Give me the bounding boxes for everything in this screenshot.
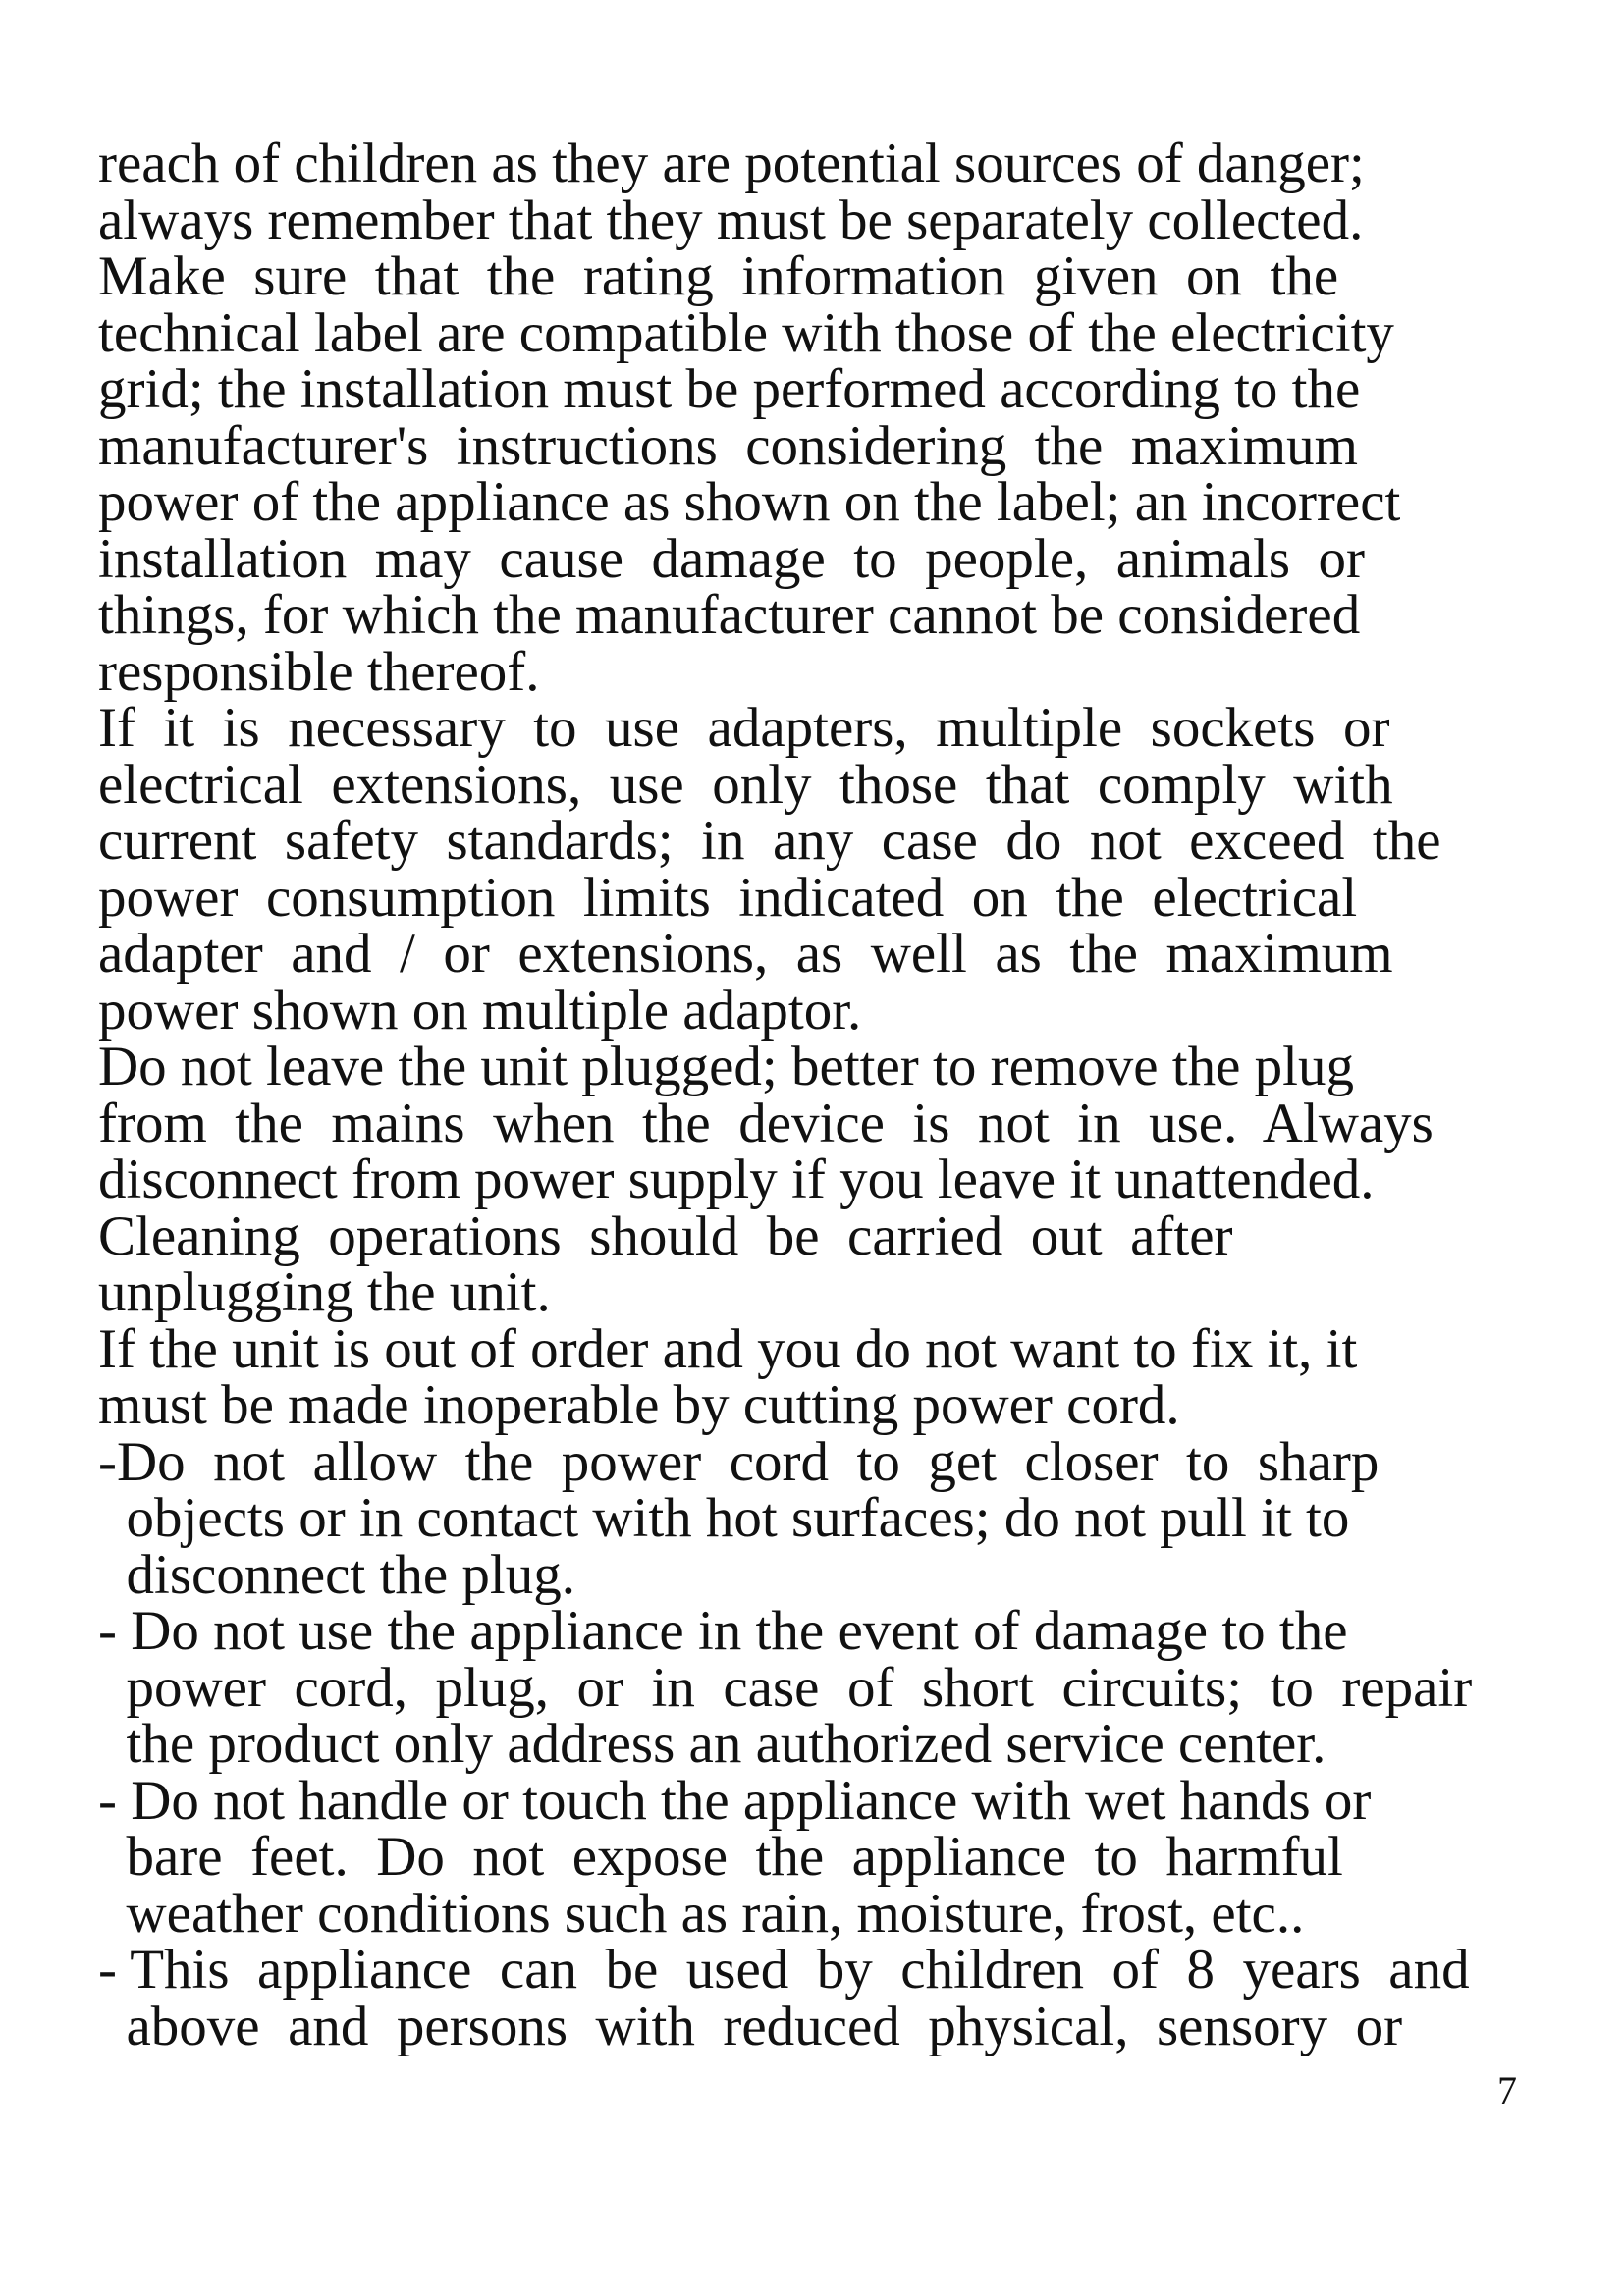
text-line: bare feet. Do not expose the appliance to harmful [98,1826,1343,1888]
text-line: responsible thereof. [98,640,540,703]
text-line: - Do not handle or touch the appliance with wet hands or [98,1769,1372,1832]
text-line: power consumption limits indicated on the electrical [98,866,1358,929]
text-line: installation may cause damage to people, animals or [98,527,1366,590]
text-line: power shown on multiple adaptor. [98,979,862,1041]
text-line: electrical extensions, use only those that comply with [98,753,1393,816]
text-line: disconnect the plug. [98,1543,575,1606]
text-line: the product only address an authorized service center. [98,1713,1326,1775]
text-line: Make sure that the rating information given on the [98,245,1339,307]
text-line: power of the appliance as shown on the label; an incorrect [98,471,1401,533]
text-line: power cord, plug, or in case of short circuits; to repair [98,1656,1473,1719]
text-line: Cleaning operations should be carried out after [98,1204,1233,1267]
text-line: disconnect from power supply if you leave it unattended. [98,1148,1375,1210]
text-line: If it is necessary to use adapters, multiple sockets or [98,697,1390,759]
text-line: adapter and / or extensions, as well as the maximum [98,923,1393,985]
text-line: current safety standards; in any case do not exceed the [98,810,1441,872]
text-line: technical label are compatible with those of the electricity [98,301,1394,364]
text-line: - This appliance can be used by children of 8 years and [98,1939,1470,2001]
text-line: - Do not use the appliance in the event of damage to the [98,1600,1348,1662]
text-line: unplugging the unit. [98,1261,551,1323]
text-line: -Do not allow the power cord to get closer to sharp [98,1430,1380,1493]
body-text [98,135,1571,2055]
text-line: objects or in contact with hot surfaces; do not pull it to [98,1487,1350,1549]
text-line: weather conditions such as rain, moisture, frost, etc.. [98,1882,1305,1945]
text-line: must be made inoperable by cutting power cord. [98,1374,1180,1436]
text-line: above and persons with reduced physical, sensory or [98,1995,1403,2057]
text-line: reach of children as they are potential sources of danger; [98,133,1365,194]
text-line: from the mains when the device is not in use. Always [98,1092,1434,1154]
page-number: 7 [1497,2068,1517,2112]
text-line: manufacturer's instructions considering the maximum [98,414,1358,477]
text-line: things, for which the manufacturer cannot be considered [98,584,1361,646]
text-line: Do not leave the unit plugged; better to remove the plug [98,1036,1354,1097]
text-line: always remember that they must be separately collected. [98,188,1364,251]
text-line: If the unit is out of order and you do not want to fix it, it [98,1317,1358,1380]
text-line: grid; the installation must be performed according to the [98,358,1361,420]
